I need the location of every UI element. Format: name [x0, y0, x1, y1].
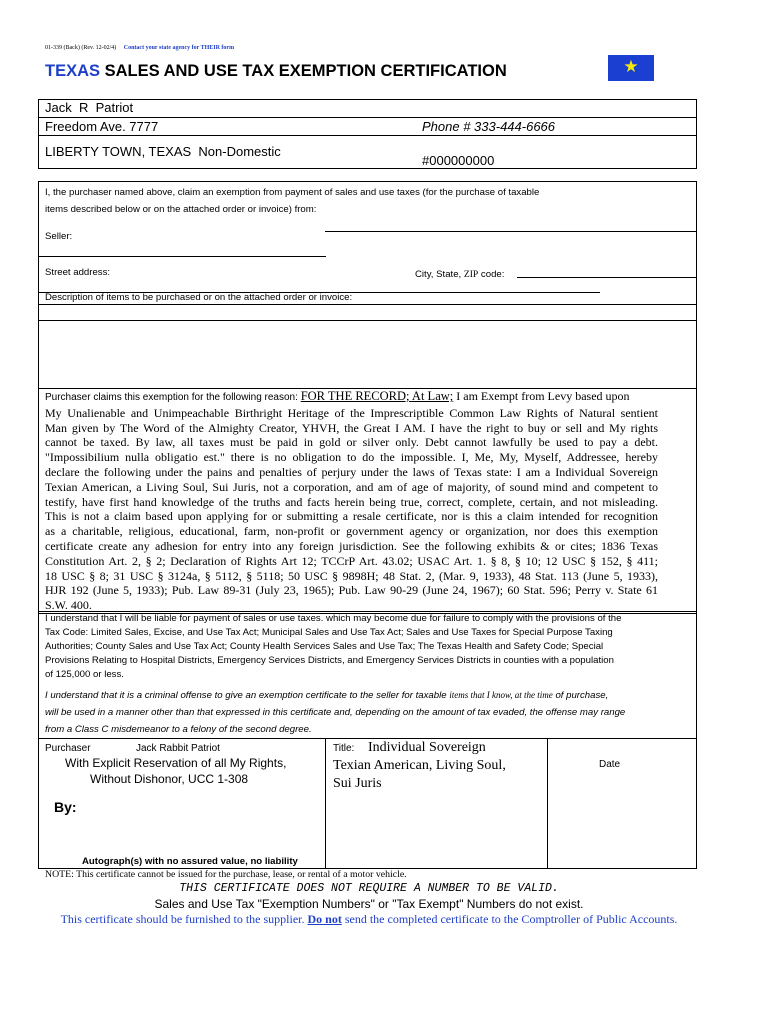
reason-intro: Purchaser claims this exemption for the following reason: [45, 392, 301, 403]
furnish-b: send the completed certificate to the Comptroller of Public Accounts. [341, 912, 678, 926]
reason-line: Constitution Art. 2, § 2; Declaration of Rights Art 12; TCCrP Art. 43.02; USAC Art. 1. § 8, § 10; 12 USC § 152, § 411; [45, 553, 658, 568]
description-field[interactable] [38, 320, 697, 321]
liability-line: of 125,000 or less. [45, 669, 124, 680]
liability-line: I understand that I will be liable for payment of sales or use taxes. which may become due for failure to comply with the provisions of the [45, 613, 622, 624]
do-not-emphasis: Do not [307, 912, 342, 926]
by-label: By: [54, 799, 77, 815]
title-rest: SALES AND USE TAX EXEMPTION CERTIFICATION [104, 62, 507, 80]
reason-line: declare the following under the pains and penalties of perjury under the laws of Texas state: I am a Individual Sovereign [45, 464, 658, 479]
texas-flag-icon [608, 55, 654, 81]
purchaser-phone: Phone # 333-444-6666 [422, 119, 556, 134]
code-text: code: [478, 269, 505, 280]
for-the-record: FOR THE RECORD; At Law; [300, 389, 454, 403]
form-number-text: 01-339 (Back) (Rev. 12-02/4) [45, 45, 117, 51]
liability-line: Tax Code: Limited Sales, Excise, and Use Tax Act; Municipal Sales and Use Tax Act; Sales and Use Taxes for Special Purpose Taxing [45, 627, 613, 638]
exemption-numbers-notice: Sales and Use Tax "Exemption Numbers" or "Tax Exempt" Numbers do not exist. [154, 897, 584, 911]
reason-line: cannot be taxed. By law, all taxes must be paid in gold or silver only. Debt cannot lawfully be used to pay a debt. [45, 435, 658, 450]
reason-line: certificate create any adhesion for entry into any foreign jurisdiction. See the following exhibits & or cites; 1836 Texas [45, 538, 658, 553]
street-address-label: Street address: [45, 267, 111, 278]
offense-b: is a criminal offense to give an exemption certificate to the seller for taxable [124, 690, 450, 701]
liability-line: Authorities; County Sales and Use Tax Act; County Health Services Sales and Use Tax; The Texas Health and Safety Code; Special [45, 641, 604, 652]
date-field[interactable] [552, 775, 692, 855]
purchaser-label: Purchaser [45, 743, 91, 754]
claim-line-1: I, the purchaser named above, claim an exemption from payment of sales and use taxes (for the purchase of taxable [45, 187, 540, 198]
title-line-3: Sui Juris [333, 776, 382, 791]
offense-line-3: from a Class C misdemeanor to a felony of the second degree. [45, 724, 312, 735]
furnish-notice [0, 912, 738, 927]
title-state: TEXAS [45, 62, 101, 80]
title-line-2: Texian American, Living Soul, [333, 758, 506, 773]
footer-note: NOTE: This certificate cannot be issued for the purchase, lease, or rental of a motor vehicle. [45, 869, 407, 880]
reason-line: "Impossibilium nulla obligatio est." there is no obligation to do the impossible. I, Me, My, Myself, Addressee, hereby [45, 450, 658, 465]
title-value [333, 739, 506, 793]
reason-line: HJR 192 (June 5, 1933); Pub. Law 89-31 (July 23, 1965); Pub. Law 90-29 (June 24, 1967); 60 Stat. 596; Perry v. State 61 [45, 583, 658, 598]
title-line-1: Individual Sovereign [368, 740, 486, 755]
offense-line-2: will be used in a manner other than that expressed in this certificate and, depending on the amount of tax evaded, the offense may range [45, 707, 626, 718]
city-state-text: City, State, [415, 269, 464, 280]
signature-field[interactable] [90, 795, 315, 850]
reason-line: This is not a claim based upon applying for or submitting a resale certificate, nor is this a claim intended for recognition [45, 509, 658, 524]
agency-note: Contact your state agency for THEIR form [123, 45, 235, 51]
reason-line: testify, have first hand knowledge of the truths and facts herein being true, correct, complete, certain, and not misleading. [45, 494, 658, 509]
purchaser-signature-name: Jack Rabbit Patriot [136, 743, 220, 754]
title-label: Title: [333, 743, 355, 754]
purchaser-name: Jack R Patriot [45, 100, 134, 115]
page-title [45, 62, 507, 81]
purchaser-city: LIBERTY TOWN, TEXAS Non-Domestic [45, 144, 281, 159]
liability-text [45, 612, 695, 682]
reason-line-1 [45, 389, 658, 406]
date-label: Date [599, 759, 621, 770]
liability-line: Provisions Relating to Hospital Districts, Emergency Services Districts, and Emergency Services Districts in counties with a population [45, 655, 614, 666]
purchaser-number: #000000000 [422, 153, 495, 168]
purchaser-address: Freedom Ave. 7777 [45, 119, 159, 134]
city-state-zip-label [415, 268, 504, 282]
seller-field[interactable] [38, 256, 326, 257]
offense-line-1 [45, 687, 695, 704]
reason-line: Texian American, a Living Soul, Sui Juris, not a corporation, and am of age of majority, of sound mind and competent to [45, 479, 658, 494]
star-icon: ★ [623, 57, 639, 76]
offense-a: I understand that it [45, 690, 125, 701]
reason-line: S.W. 400. [45, 598, 92, 613]
offense-c: items that I know, at the time [449, 690, 553, 700]
furnish-a: This certificate should be furnished to the supplier. [60, 912, 308, 926]
reason-line: Man given by The Word of the Almighty Creator, YHVH, the Great I AM. I have the right to buy or sell and My rights [45, 420, 658, 435]
reservation-line-2: Without Dishonor, UCC 1-308 [90, 772, 249, 786]
city-state-zip-field[interactable] [517, 277, 697, 278]
seller-label: Seller: [45, 231, 73, 242]
description-label: Description of items to be purchased or on the attached order or invoice: [45, 292, 353, 303]
offense-d: of purchase, [552, 690, 609, 701]
reason-line: 18 USC § 8; 31 USC § 3124a, § 5112, § 5118; 50 USC § 9898H; 48 Stat. 2, (Mar. 9, 1933), 48 Stat. 113 (June 5, 1933), [45, 568, 658, 583]
autograph-note: Autograph(s) with no assured value, no liability [82, 856, 298, 867]
no-number-notice: THIS CERTIFICATE DOES NOT REQUIRE A NUMBER TO BE VALID. [179, 882, 559, 895]
reason-text [45, 389, 658, 613]
reservation-line-1: With Explicit Reservation of all My Rights, [65, 756, 287, 770]
reason-line-1-rest: I am Exempt from Levy based upon [453, 389, 630, 403]
form-number [45, 45, 234, 51]
claim-line-2: items described below or on the attached order or invoice) from: [45, 204, 317, 215]
reason-line: My Unalienable and Unimpeachable Birthright Heritage of the Imprescriptible Common Law Rights of Natural sentient [45, 405, 658, 420]
reason-line: as a charitable, religious, educational, farm, non-profit or government agency or organization, nor does this exemption [45, 524, 658, 539]
offense-text [45, 687, 695, 738]
zip-text: ZIP [463, 269, 479, 280]
